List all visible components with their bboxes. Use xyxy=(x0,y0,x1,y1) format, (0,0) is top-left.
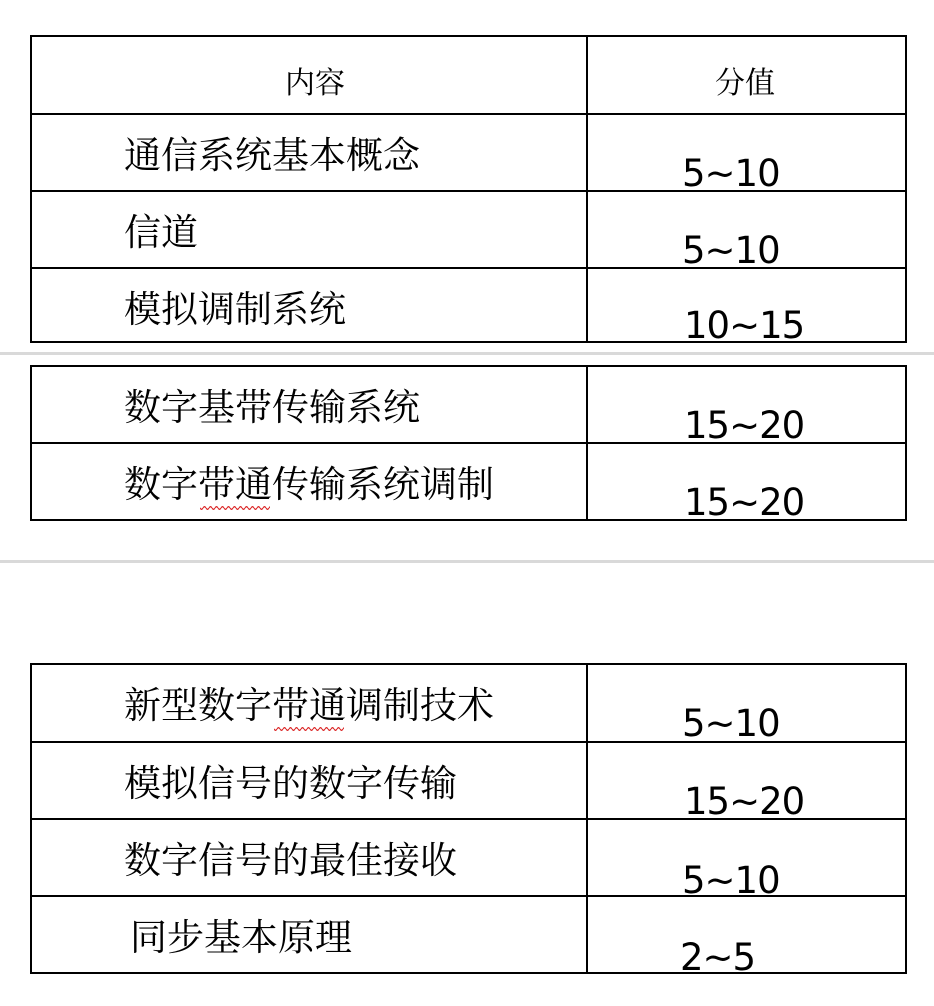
spellcheck-underlined-word: 带通 xyxy=(198,463,272,506)
score-text: 5~10 xyxy=(682,229,780,272)
score-cell xyxy=(587,819,906,902)
table-header-row xyxy=(31,36,906,114)
header-score-cell xyxy=(587,36,906,114)
content-text: 模拟信号的数字传输 xyxy=(124,762,457,805)
table-row xyxy=(31,664,906,742)
spellcheck-underlined-word: 带通 xyxy=(272,684,346,727)
content-text xyxy=(124,685,494,727)
page-divider xyxy=(0,352,934,355)
content-text: 同步基本原理 xyxy=(130,916,352,959)
score-table-part-3 xyxy=(30,663,907,979)
header-content-label: 内容 xyxy=(285,66,345,101)
content-text-part: 调制技术 xyxy=(346,684,494,727)
table-row xyxy=(31,819,906,896)
content-cell xyxy=(31,114,587,191)
score-text: 5~10 xyxy=(682,859,780,902)
content-cell xyxy=(31,268,587,342)
table-row xyxy=(31,191,906,268)
content-cell xyxy=(31,742,587,819)
score-text: 15~20 xyxy=(684,481,805,524)
content-cell xyxy=(31,443,587,520)
table-row xyxy=(31,742,906,819)
header-score-label: 分值 xyxy=(715,66,775,101)
table-row xyxy=(31,366,906,443)
content-text: 数字信号的最佳接收 xyxy=(124,839,457,882)
header-content-cell xyxy=(31,36,587,114)
score-cell xyxy=(587,366,906,447)
content-text: 数字基带传输系统 xyxy=(124,386,420,429)
score-cell xyxy=(587,896,906,979)
content-text-part: 传输系统调制 xyxy=(272,463,494,506)
page-divider xyxy=(0,560,934,563)
score-text: 2~5 xyxy=(680,936,756,979)
score-text: 5~10 xyxy=(682,702,780,745)
table-row xyxy=(31,114,906,191)
table-row xyxy=(31,896,906,973)
content-cell xyxy=(31,819,587,896)
score-text: 15~20 xyxy=(684,404,805,447)
content-text: 模拟调制系统 xyxy=(124,288,346,331)
score-text: 15~20 xyxy=(684,780,805,823)
content-cell xyxy=(31,896,587,973)
score-cell xyxy=(587,664,906,745)
score-table-part-1 xyxy=(30,35,907,347)
score-cell xyxy=(587,443,906,524)
content-text-part: 数字 xyxy=(124,463,198,506)
content-text xyxy=(124,464,494,506)
content-text: 信道 xyxy=(124,211,198,254)
score-cell xyxy=(587,268,906,347)
score-cell xyxy=(587,114,906,195)
score-text: 10~15 xyxy=(684,304,805,347)
table-row xyxy=(31,268,906,342)
content-cell xyxy=(31,366,587,443)
table-row xyxy=(31,443,906,520)
score-table-part-2 xyxy=(30,365,907,524)
score-text: 5~10 xyxy=(682,152,780,195)
content-text: 通信系统基本概念 xyxy=(124,134,420,177)
content-cell xyxy=(31,191,587,268)
score-cell xyxy=(587,742,906,823)
score-cell xyxy=(587,191,906,272)
content-cell xyxy=(31,664,587,742)
content-text-part: 新型数字 xyxy=(124,684,272,727)
